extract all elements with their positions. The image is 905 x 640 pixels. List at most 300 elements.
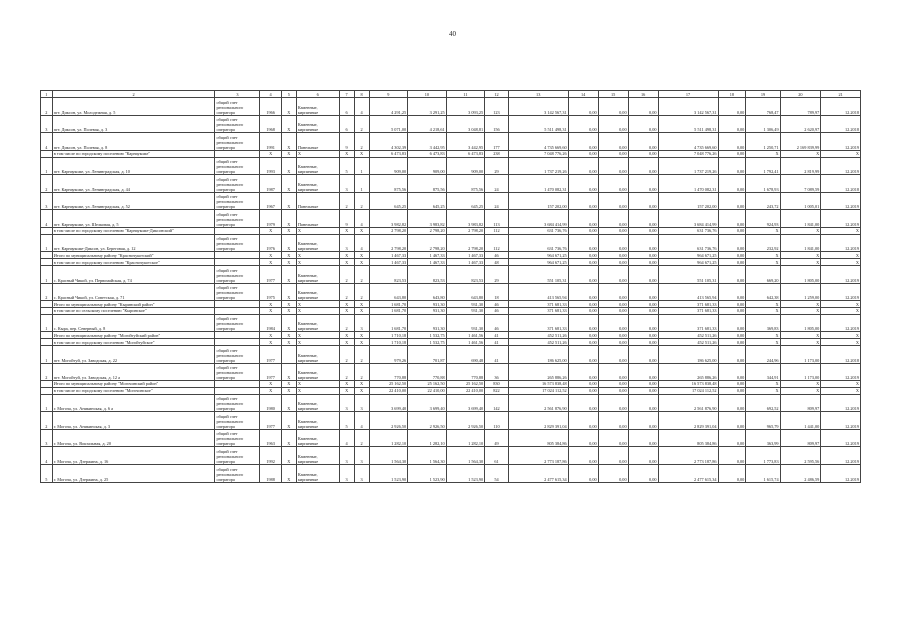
table-cell: 25 162,50 bbox=[446, 381, 485, 388]
table-cell: 0,00 bbox=[718, 412, 746, 430]
table-cell: 49 bbox=[485, 429, 509, 447]
table-cell: 54 bbox=[485, 465, 509, 483]
table-cell: общий счет регионального оператора bbox=[215, 210, 260, 228]
table-cell: 157 202,00 bbox=[508, 192, 568, 210]
table-cell: 823,53 bbox=[446, 265, 485, 283]
table-cell: 12.2019 bbox=[821, 314, 861, 332]
table-cell: 142 bbox=[485, 394, 509, 412]
table-cell: 413 565,94 bbox=[508, 283, 568, 301]
table-cell bbox=[41, 381, 53, 388]
table-cell: 964 671,25 bbox=[658, 259, 718, 266]
table-cell: 789,97 bbox=[780, 98, 821, 116]
table-cell: 18 bbox=[718, 91, 746, 98]
table-cell: с. Красный Чикой, ул. Советская, д. 71 bbox=[52, 283, 215, 301]
table-cell: Х bbox=[746, 381, 780, 388]
table-cell: 4 bbox=[354, 210, 369, 228]
table-cell: 0,00 bbox=[568, 283, 598, 301]
table-row bbox=[41, 115, 861, 133]
table-cell: 16 573 838,48 bbox=[508, 381, 568, 388]
table-cell: 0,00 bbox=[718, 332, 746, 339]
table-cell: 909,00 bbox=[408, 157, 447, 175]
table-cell: 1 467,33 bbox=[369, 259, 408, 266]
table-cell: Х bbox=[780, 301, 821, 308]
table-cell: 1 792,41 bbox=[746, 157, 780, 175]
table-cell bbox=[215, 252, 260, 259]
table-cell: 2 926,50 bbox=[446, 412, 485, 430]
table-cell: 964 671,25 bbox=[508, 252, 568, 259]
table-cell: 2 798,20 bbox=[408, 227, 447, 234]
table-cell: с. Кыра, пер. Северный, д. 8 bbox=[52, 314, 215, 332]
table-cell: Х bbox=[281, 412, 296, 430]
table-cell: 1966 bbox=[260, 98, 281, 116]
table-cell: Х bbox=[746, 252, 780, 259]
table-cell: Х bbox=[821, 339, 861, 346]
table-cell: 1 bbox=[41, 394, 53, 412]
table-cell: пгт. Карнаукоже-Диксон, ул. Береговая, д. 12 bbox=[52, 234, 215, 252]
table-cell: 692,52 bbox=[746, 394, 780, 412]
table-cell: Х bbox=[281, 301, 296, 308]
table-cell: 0,00 bbox=[598, 394, 628, 412]
table-cell: 2 bbox=[41, 98, 53, 116]
table-cell: 669,20 bbox=[746, 265, 780, 283]
table-cell: 1963 bbox=[260, 429, 281, 447]
table-cell: Х bbox=[296, 381, 339, 388]
table-cell: Каменные, кирпичные bbox=[296, 314, 339, 332]
table-cell: 1 615,74 bbox=[746, 465, 780, 483]
table-cell: 0,00 bbox=[568, 301, 598, 308]
table-cell: 5 bbox=[41, 465, 53, 483]
table-cell: 805 384,86 bbox=[658, 429, 718, 447]
table-cell: 1 523,90 bbox=[446, 465, 485, 483]
table-cell: 1 282,10 bbox=[369, 429, 408, 447]
table-cell: Каменные, кирпичные bbox=[296, 412, 339, 430]
table-cell: 29 bbox=[485, 157, 509, 175]
table-cell: 36 bbox=[485, 363, 509, 381]
table-cell bbox=[215, 332, 260, 339]
table-cell: Х bbox=[780, 307, 821, 314]
table-cell: 0,00 bbox=[628, 98, 658, 116]
table-cell: Х bbox=[281, 339, 296, 346]
table-cell: Х bbox=[746, 227, 780, 234]
table-cell: Х bbox=[746, 332, 780, 339]
table-cell: 0,00 bbox=[718, 387, 746, 394]
table-cell: 0,00 bbox=[628, 332, 658, 339]
table-cell: 1 467,33 bbox=[446, 259, 485, 266]
table-cell: 643,80 bbox=[408, 283, 447, 301]
table-cell: Х bbox=[339, 332, 354, 339]
table-cell: 0,00 bbox=[568, 307, 598, 314]
table-cell: Х bbox=[281, 252, 296, 259]
table-cell: 12.2018 bbox=[821, 175, 861, 193]
table-cell: 768,47 bbox=[746, 98, 780, 116]
table-cell: 2 bbox=[339, 345, 354, 363]
table-cell: 344,91 bbox=[746, 363, 780, 381]
table-cell: 12 bbox=[485, 91, 509, 98]
table-cell: 1 467,33 bbox=[446, 252, 485, 259]
table-cell: 4 291,25 bbox=[369, 98, 408, 116]
table-cell: 1 841,00 bbox=[780, 210, 821, 228]
table-summary-row bbox=[41, 259, 861, 266]
table-cell: 17 024 112,52 bbox=[658, 387, 718, 394]
table-cell: 3 bbox=[41, 192, 53, 210]
table-cell: 965,79 bbox=[746, 412, 780, 430]
table-summary-row bbox=[41, 381, 861, 388]
table-cell: 909,00 bbox=[446, 157, 485, 175]
table-cell: 1 467,33 bbox=[408, 259, 447, 266]
table-cell: 371 681,33 bbox=[508, 314, 568, 332]
table-cell: 1 259,00 bbox=[780, 283, 821, 301]
table-cell: 1 564,30 bbox=[446, 447, 485, 465]
table-cell bbox=[41, 150, 53, 157]
table-cell: 3 142 567,31 bbox=[658, 98, 718, 116]
table-cell: 0,00 bbox=[598, 307, 628, 314]
table-cell: общий счет регионального оператора bbox=[215, 314, 260, 332]
table-cell: 46 bbox=[485, 301, 509, 308]
table-cell: 46 bbox=[485, 252, 509, 259]
table-cell: 232,92 bbox=[746, 234, 780, 252]
table-cell: 0,00 bbox=[718, 157, 746, 175]
table-cell: общий счет регионального оператора bbox=[215, 157, 260, 175]
table-summary-row bbox=[41, 301, 861, 308]
table-cell: Каменные, кирпичные bbox=[296, 447, 339, 465]
table-row bbox=[41, 314, 861, 332]
table-cell: 1 532,75 bbox=[408, 332, 447, 339]
table-cell: 363,99 bbox=[746, 429, 780, 447]
table-cell: 371 681,33 bbox=[658, 314, 718, 332]
table-cell: 41 bbox=[485, 339, 509, 346]
table-cell: 7 089,59 bbox=[780, 175, 821, 193]
table-cell bbox=[215, 339, 260, 346]
table-cell: 0,00 bbox=[718, 150, 746, 157]
table-row bbox=[41, 234, 861, 252]
table-cell: общий счет регионального оператора bbox=[215, 133, 260, 151]
table-cell: Х bbox=[260, 381, 281, 388]
table-summary-row bbox=[41, 339, 861, 346]
table-cell: 113 bbox=[485, 210, 509, 228]
table-cell: 2 bbox=[354, 345, 369, 363]
table-cell: 3 442,95 bbox=[446, 133, 485, 151]
table-cell: 0,00 bbox=[598, 234, 628, 252]
table-cell: Х bbox=[746, 307, 780, 314]
table-cell: 3 684 414,99 bbox=[508, 210, 568, 228]
table-cell: 0,00 bbox=[718, 339, 746, 346]
table-cell: 12.2018 bbox=[821, 115, 861, 133]
table-cell: 1 bbox=[41, 157, 53, 175]
table-cell: 9 bbox=[339, 210, 354, 228]
table-cell: 3 684 414,99 bbox=[658, 210, 718, 228]
table-cell: 4 bbox=[260, 91, 281, 98]
table-cell: Х bbox=[354, 227, 369, 234]
table-cell: 48 bbox=[485, 259, 509, 266]
table-cell: 46 bbox=[485, 314, 509, 332]
table-cell: 0,00 bbox=[628, 387, 658, 394]
table-cell: 17 bbox=[658, 91, 718, 98]
table-cell: 1 523,90 bbox=[369, 465, 408, 483]
table-cell: 1 bbox=[354, 157, 369, 175]
table-cell: Итого по муниципальному району "Красночукотский" bbox=[52, 252, 215, 259]
table-cell: Х bbox=[281, 115, 296, 133]
table-cell: 770,88 bbox=[408, 363, 447, 381]
table-cell: 2 926,50 bbox=[369, 412, 408, 430]
table-cell: 0,00 bbox=[718, 234, 746, 252]
table-cell: 0,00 bbox=[598, 363, 628, 381]
table-cell: 11 bbox=[446, 91, 485, 98]
table-cell: 0,00 bbox=[598, 157, 628, 175]
table-cell: Панельные bbox=[296, 133, 339, 151]
table-cell: Х bbox=[746, 339, 780, 346]
table-cell: 1980 bbox=[260, 394, 281, 412]
table-cell: Х bbox=[296, 252, 339, 259]
table-cell: 1 bbox=[41, 265, 53, 283]
table-cell: 0,00 bbox=[568, 345, 598, 363]
table-cell: Х bbox=[281, 133, 296, 151]
table-cell: 1 173,00 bbox=[780, 363, 821, 381]
table-cell: пгт. Диксон, ул. Молодежная, д. 5 bbox=[52, 98, 215, 116]
table-cell: 22 410,00 bbox=[369, 387, 408, 394]
table-cell: 3 bbox=[339, 394, 354, 412]
table-cell: Х bbox=[281, 283, 296, 301]
table-cell: общий счет регионального оператора bbox=[215, 283, 260, 301]
table-cell: 8 bbox=[354, 91, 369, 98]
table-cell: 4 735 669,60 bbox=[658, 133, 718, 151]
table-cell: Х bbox=[746, 150, 780, 157]
table-cell: 5 511 498,31 bbox=[658, 115, 718, 133]
table-cell: Х bbox=[281, 363, 296, 381]
table-cell: 157 202,00 bbox=[658, 192, 718, 210]
table-cell: 12.2018 bbox=[821, 345, 861, 363]
table-cell: 243,72 bbox=[746, 192, 780, 210]
table-cell: 0,00 bbox=[568, 332, 598, 339]
table-cell: пгт. Могойтуй, ул. Заводская, д. 22 bbox=[52, 345, 215, 363]
table-cell: 0,00 bbox=[598, 259, 628, 266]
table-cell: Х bbox=[821, 252, 861, 259]
table-cell: 1 bbox=[41, 314, 53, 332]
table-cell: 413 565,94 bbox=[658, 283, 718, 301]
table-cell: 3 bbox=[354, 394, 369, 412]
table-cell: общий счет регионального оператора bbox=[215, 447, 260, 465]
table-row bbox=[41, 157, 861, 175]
table-cell: пгт. Карнаукоже, ул. Ленинградская, д. 44 bbox=[52, 175, 215, 193]
table-cell: Х bbox=[780, 259, 821, 266]
table-cell: Каменные, кирпичные bbox=[296, 98, 339, 116]
table-cell: 14 bbox=[568, 91, 598, 98]
table-cell: 0,00 bbox=[598, 150, 628, 157]
table-cell bbox=[41, 227, 53, 234]
table-cell: в том числе по городскому поселению "Карнаукоже-Диксонский" bbox=[52, 227, 215, 234]
table-cell: 24 bbox=[485, 175, 509, 193]
table-cell: Х bbox=[780, 252, 821, 259]
table-cell: 0,00 bbox=[628, 339, 658, 346]
table-cell: 1 678,93 bbox=[746, 175, 780, 193]
table-cell: 0,00 bbox=[598, 314, 628, 332]
table-cell: Х bbox=[354, 252, 369, 259]
table-cell: 25 162,50 bbox=[408, 381, 447, 388]
table-cell: 2 bbox=[354, 283, 369, 301]
table-cell: 0,00 bbox=[598, 412, 628, 430]
table-cell: 7 bbox=[339, 91, 354, 98]
table-cell: Х bbox=[296, 259, 339, 266]
table-cell: 1 841,00 bbox=[780, 234, 821, 252]
table-cell: 2 798,20 bbox=[446, 227, 485, 234]
table-cell: Х bbox=[260, 227, 281, 234]
table-cell: Х bbox=[281, 227, 296, 234]
table-cell: 0,00 bbox=[628, 345, 658, 363]
table-cell: Х bbox=[354, 307, 369, 314]
table-cell: 3 bbox=[354, 447, 369, 465]
table-cell: 2 bbox=[354, 265, 369, 283]
table-cell: 3 442,95 bbox=[408, 133, 447, 151]
table-cell: 0,00 bbox=[718, 265, 746, 283]
table-cell: 371 681,33 bbox=[658, 301, 718, 308]
table-cell: 9 bbox=[369, 91, 408, 98]
table-cell: 0,00 bbox=[598, 447, 628, 465]
table-cell: 0,00 bbox=[628, 265, 658, 283]
table-cell: 0,00 bbox=[568, 394, 598, 412]
table-cell: 931,30 bbox=[446, 307, 485, 314]
table-cell: Х bbox=[821, 259, 861, 266]
table-cell: 0,00 bbox=[568, 381, 598, 388]
table-cell: Х bbox=[296, 150, 339, 157]
table-cell: Х bbox=[260, 150, 281, 157]
table-cell: Х bbox=[260, 252, 281, 259]
table-cell: 177 bbox=[485, 133, 509, 151]
table-cell: 3 093,25 bbox=[446, 98, 485, 116]
table-cell: 24 bbox=[485, 192, 509, 210]
table-row bbox=[41, 283, 861, 301]
table-cell: 4 735 669,60 bbox=[508, 133, 568, 151]
table-cell: 1 681,70 bbox=[369, 314, 408, 332]
table-cell: пгт. Диксон, ул. Полевая, д. 3 bbox=[52, 115, 215, 133]
table-cell: 12.2018 bbox=[821, 98, 861, 116]
table-cell: 12.2019 bbox=[821, 412, 861, 430]
table-cell: 0,00 bbox=[718, 210, 746, 228]
table-cell: Х bbox=[281, 234, 296, 252]
table-cell: 12.2019 bbox=[821, 363, 861, 381]
table-cell: Х bbox=[354, 150, 369, 157]
table-cell: Х bbox=[260, 339, 281, 346]
table-cell: 2 bbox=[52, 91, 215, 98]
table-cell: 12.2019 bbox=[821, 192, 861, 210]
table-cell: Х bbox=[296, 307, 339, 314]
table-cell: 2 829 391,04 bbox=[658, 412, 718, 430]
table-cell: 3 048,81 bbox=[446, 115, 485, 133]
table-cell: 0,00 bbox=[628, 150, 658, 157]
table-cell: 186 625,00 bbox=[508, 345, 568, 363]
table-cell bbox=[215, 381, 260, 388]
table-cell: 909,00 bbox=[369, 157, 408, 175]
table-row bbox=[41, 447, 861, 465]
table-cell: 5 bbox=[281, 91, 296, 98]
table-cell: 12.2019 bbox=[821, 133, 861, 151]
table-cell: Х bbox=[260, 332, 281, 339]
table-cell: 3 bbox=[339, 175, 354, 193]
table-summary-row bbox=[41, 252, 861, 259]
table-cell: 1979 bbox=[260, 210, 281, 228]
table-cell: 643,80 bbox=[369, 283, 408, 301]
table-cell: Х bbox=[339, 339, 354, 346]
table-cell: Х bbox=[354, 259, 369, 266]
table-cell: 0,00 bbox=[568, 363, 598, 381]
table-cell: Х bbox=[281, 447, 296, 465]
table-cell: 2 486,59 bbox=[780, 465, 821, 483]
table-cell: 631 736,76 bbox=[658, 234, 718, 252]
table-cell: 3 982,82 bbox=[369, 210, 408, 228]
table-cell: Х bbox=[780, 381, 821, 388]
table-cell: Итого по муниципальному району "Могойтуйский район" bbox=[52, 332, 215, 339]
table-cell: Панельные bbox=[296, 192, 339, 210]
table-cell: 964 671,25 bbox=[658, 252, 718, 259]
table-cell: 3 bbox=[41, 429, 53, 447]
table-cell: 5 511 498,31 bbox=[508, 115, 568, 133]
table-cell bbox=[41, 307, 53, 314]
table-cell: 964 671,25 bbox=[508, 259, 568, 266]
table-cell: 1 805,00 bbox=[780, 265, 821, 283]
table-cell: 0,00 bbox=[718, 314, 746, 332]
table-cell: с. Красный Чикой, ул. Первомайская, д. 74 bbox=[52, 265, 215, 283]
table-cell: 2 bbox=[354, 429, 369, 447]
table-cell: 6 bbox=[339, 115, 354, 133]
table-cell: 123 bbox=[485, 98, 509, 116]
table-cell: 0,00 bbox=[628, 175, 658, 193]
table-cell: 12.2019 bbox=[821, 234, 861, 252]
table-cell: 0,00 bbox=[718, 252, 746, 259]
table-cell: 701,87 bbox=[408, 345, 447, 363]
table-cell: Х bbox=[780, 227, 821, 234]
page-number: 40 bbox=[449, 30, 456, 38]
table-cell: 0,00 bbox=[598, 283, 628, 301]
table-cell: 0,00 bbox=[568, 150, 598, 157]
table-cell: 0,00 bbox=[628, 234, 658, 252]
table-cell: Х bbox=[281, 381, 296, 388]
table-cell: 22 410,00 bbox=[446, 387, 485, 394]
table-cell: 0,00 bbox=[598, 265, 628, 283]
table-cell: 0,00 bbox=[598, 192, 628, 210]
table-cell: Х bbox=[339, 387, 354, 394]
table-cell: 1 773,83 bbox=[746, 447, 780, 465]
table-cell: общий счет регионального оператора bbox=[215, 429, 260, 447]
table-summary-row bbox=[41, 332, 861, 339]
table-cell: 1 564,30 bbox=[408, 447, 447, 465]
table-cell: Х bbox=[354, 387, 369, 394]
table-cell: 2 bbox=[339, 283, 354, 301]
table-cell: 25 162,50 bbox=[369, 381, 408, 388]
table-row bbox=[41, 394, 861, 412]
table-cell: 156 bbox=[485, 115, 509, 133]
table-cell: Х bbox=[281, 98, 296, 116]
table-cell: 2 bbox=[41, 363, 53, 381]
table-cell: Х bbox=[821, 381, 861, 388]
table-cell bbox=[41, 301, 53, 308]
table-cell: 1 282,10 bbox=[408, 429, 447, 447]
table-cell: Х bbox=[281, 465, 296, 483]
table-cell: 2 bbox=[41, 283, 53, 301]
table-cell: 2 bbox=[339, 192, 354, 210]
table-cell: 0,00 bbox=[598, 301, 628, 308]
table-cell: 0,00 bbox=[628, 133, 658, 151]
table-cell: 979,26 bbox=[369, 345, 408, 363]
table-cell: в том числе по городскому поселению "Красночукотское" bbox=[52, 259, 215, 266]
table-cell: 1968 bbox=[260, 115, 281, 133]
table-cell: 452 511,26 bbox=[508, 332, 568, 339]
table-cell: 0,00 bbox=[718, 175, 746, 193]
table-cell: 0,00 bbox=[568, 339, 598, 346]
table-cell: 452 511,26 bbox=[508, 339, 568, 346]
table-cell: 0,00 bbox=[628, 465, 658, 483]
table-cell: 2 829 391,04 bbox=[508, 412, 568, 430]
table-cell: 4 bbox=[354, 412, 369, 430]
table-cell: Х bbox=[260, 301, 281, 308]
table-cell: г. Могоча, ул. Аникинская, д. 6 а bbox=[52, 394, 215, 412]
